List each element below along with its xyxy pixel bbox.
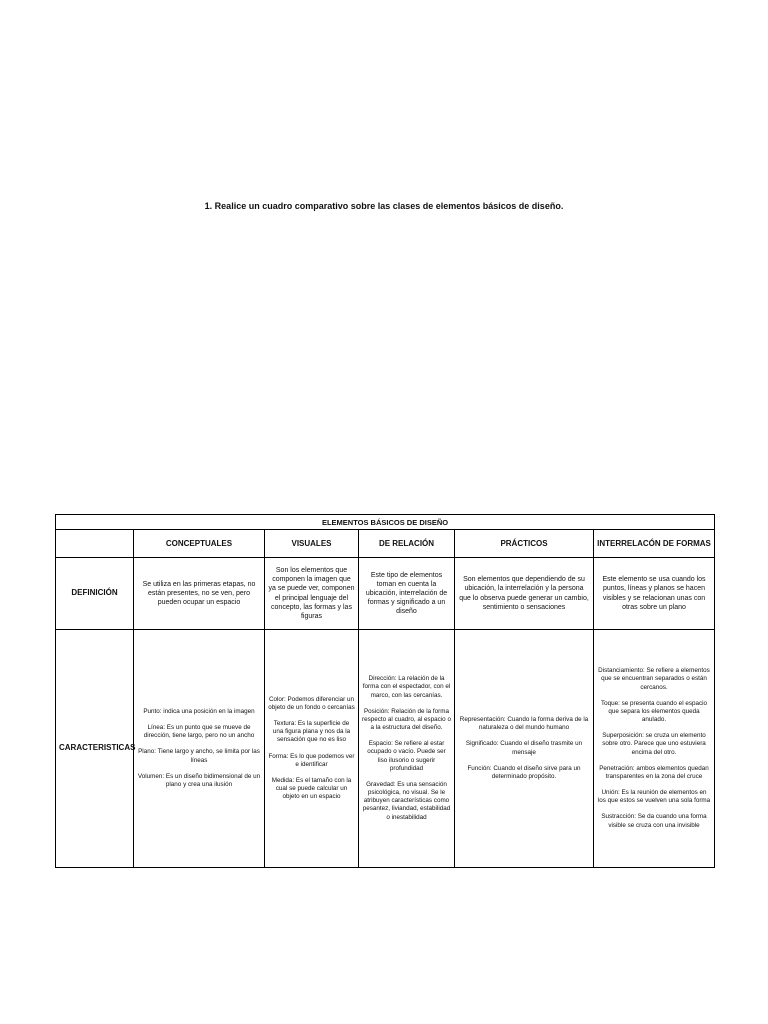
- cell-text: Medida: Es el tamaño con la cual se puede calcular un objeto en un espacio: [271, 776, 352, 801]
- cell-text: Función: Cuando el diseño sirve para un determinado propósito.: [467, 764, 581, 780]
- row-label: DEFINICIÓN: [56, 558, 134, 630]
- cell-text: Punto: indica una posición en la imagen: [143, 707, 255, 715]
- characteristics-row: [56, 630, 715, 868]
- cell-visuales: [265, 558, 359, 630]
- cell-text: Posición: Relación de la forma respecto al cuadro, al espacio o a la estructura del diseño.: [362, 707, 451, 732]
- cell-conceptuales: [134, 630, 265, 868]
- cell-text: Penetración: ambos elementos quedan transparentes en la zona del cruce: [599, 764, 709, 780]
- header-empty-cell: [56, 530, 134, 558]
- column-header-de-relacion: DE RELACIÓN: [359, 530, 455, 558]
- cell-text: Representación: Cuando la forma deriva de la naturaleza o del mundo humano: [459, 715, 589, 732]
- cell-text: Son los elementos que componen la imagen que ya se puede ver, componen el principal lenguaje del concepto, las formas y las figuras: [268, 567, 355, 620]
- comparison-table: [55, 514, 715, 868]
- cell-text: Plano: Tiene largo y ancho, se limita por las líneas: [138, 748, 260, 764]
- column-header-visuales: VISUALES: [265, 530, 359, 558]
- column-header-interrelacion: INTERRELACÓN DE FORMAS: [594, 530, 715, 558]
- cell-conceptuales: [134, 558, 265, 630]
- cell-text: Color: Podemos diferenciar un objeto de un fondo o cercanías: [268, 695, 355, 711]
- table-title: ELEMENTOS BÁSICOS DE DISEÑO: [56, 515, 715, 530]
- cell-interrelacion: [594, 558, 715, 630]
- cell-de-relacion: [359, 558, 455, 630]
- cell-text: Dirección: La relación de la forma con el espectador, con el marco, con las cercanías.: [362, 675, 451, 699]
- cell-practicos: [455, 558, 594, 630]
- cell-text: Son elementos que dependiendo de su ubicación, la interrelación y la persona que lo observa puede generar un cambio, sentimiento o sensaciones: [459, 576, 589, 611]
- definition-row: [56, 558, 715, 630]
- cell-interrelacion: [594, 630, 715, 868]
- cell-text: Este elemento se usa cuando los puntos, líneas y planos se hacen visibles y se relacionan unas con otras sobre un plano: [602, 576, 706, 611]
- cell-text: Gravedad: Es una sensación psicológica, no visual. Se le atribuyen características como pesantez, liviandad, estabilidad o inestabilidad: [362, 780, 451, 821]
- cell-text: Este tipo de elementos toman en cuenta la ubicación, interrelación de formas y significado a un diseño: [365, 571, 448, 616]
- cell-text: Volumen: Es un diseño bidimensional de un plano y crea una ilusión: [137, 772, 261, 788]
- header-row: [56, 530, 715, 558]
- cell-text: Se utiliza en las primeras etapas, no están presentes, no se ven, pero pueden ocupar un espacio: [142, 580, 256, 607]
- instruction-text: 1. Realice un cuadro comparativo sobre las clases de elementos básicos de diseño.: [204, 201, 564, 211]
- cell-text: Textura: Es la superficie de una figura plana y nos da la sensación que no es liso: [272, 719, 351, 744]
- cell-visuales: [265, 630, 359, 868]
- cell-text: Línea: Es un punto que se mueve de dirección, tiene largo, pero no un ancho: [143, 724, 255, 740]
- column-header-conceptuales: CONCEPTUALES: [134, 530, 265, 558]
- cell-practicos: [455, 630, 594, 868]
- cell-text: Unión: Es la reunión de elementos en los que estos se vuelven una sola forma: [597, 789, 711, 805]
- cell-text: Sustracción: Se da cuando una forma visible se cruza con una invisible: [601, 813, 707, 829]
- cell-text: Distanciamiento: Se refiere a elementos que se encuentran separados o están cercanos.: [598, 667, 710, 691]
- column-header-practicos: PRÁCTICOS: [455, 530, 594, 558]
- cell-text: Espacio: Se refiere al estar ocupado o vacío. Puede ser liso ilusorio o sugerir profundidad: [367, 740, 446, 772]
- cell-text: Significado: Cuando el diseño trasmite un mensaje: [465, 740, 583, 756]
- cell-text: Forma: Es lo que podemos ver e identificar: [268, 752, 355, 768]
- cell-de-relacion: [359, 630, 455, 868]
- row-label: CARACTERISTICAS: [56, 630, 134, 868]
- cell-text: Superposición: se cruza un elemento sobre otro. Parece que uno estuviera encima del otro.: [602, 732, 706, 756]
- cell-text: Toque: se presenta cuando el espacio que separa los elementos queda anulado.: [600, 699, 708, 724]
